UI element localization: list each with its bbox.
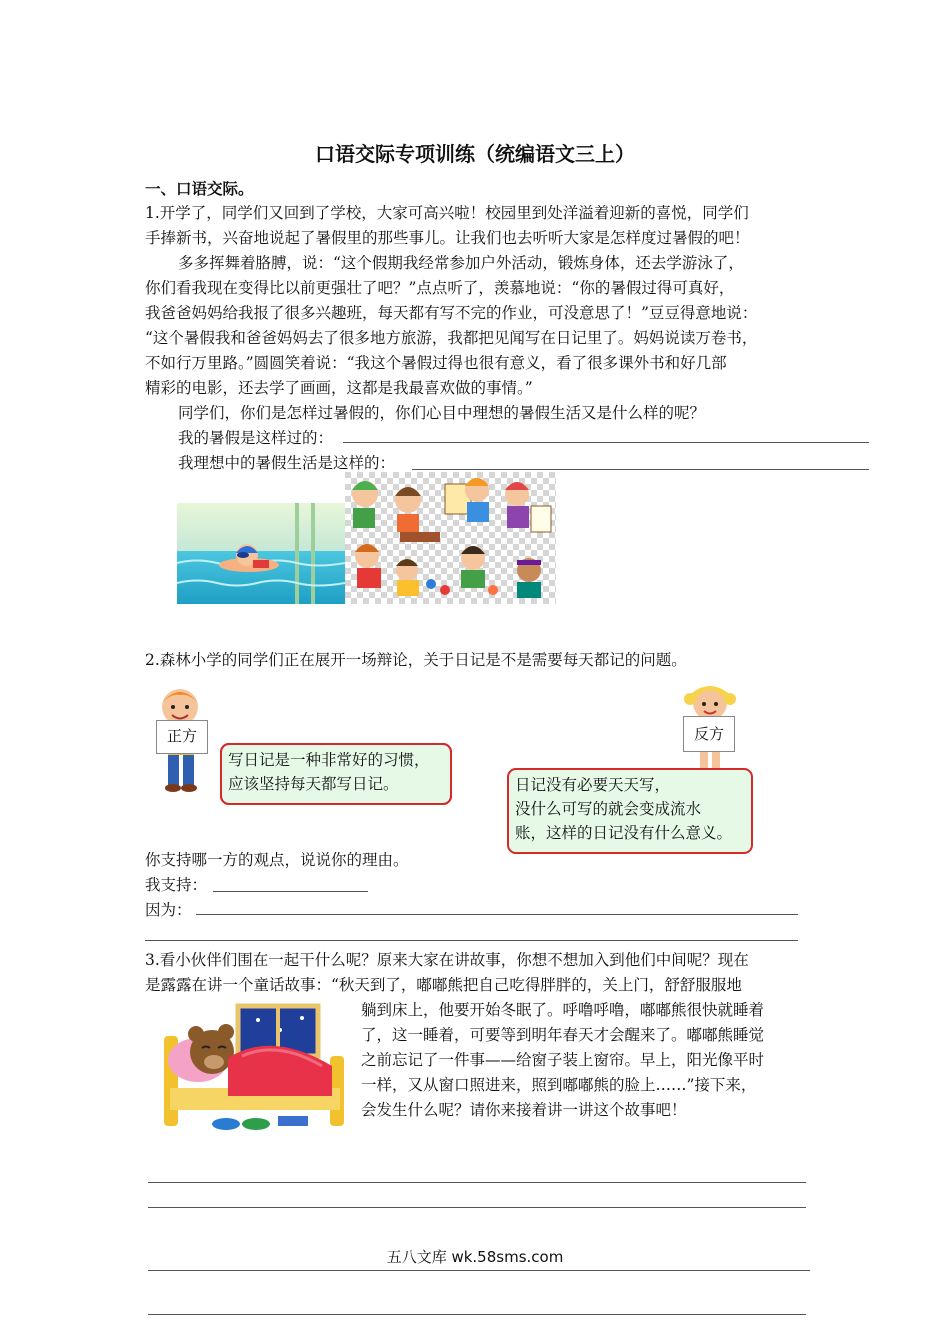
q2-question: 你支持哪一方的观点，说说你的理由。	[145, 851, 409, 869]
q1-line: 多多挥舞着胳膊，说：“这个假期我经常参加户外活动，锻炼身体，还去学游泳了，	[178, 254, 744, 272]
q1-fill-label-2: 我理想中的暑假生活是这样的：	[178, 454, 396, 472]
q1-line: “这个暑假我和爸爸妈妈去了很多地方旅游，我都把见闻写在日记里了。妈妈说读万卷书，	[145, 329, 758, 347]
con-bubble-line: 账，这样的日记没有什么意义。	[515, 824, 733, 842]
q3-line: 一样，又从窗口照进来，照到嘟嘟熊的脸上……”接下来，	[361, 1076, 757, 1094]
story-answer-line[interactable]	[148, 1182, 806, 1183]
support-answer-line[interactable]	[213, 891, 368, 892]
q1-line: 同学们，你们是怎样过暑假的，你们心目中理想的暑假生活又是什么样的呢？	[178, 404, 706, 422]
story-answer-line[interactable]	[148, 1207, 806, 1208]
q2-intro: 2.森林小学的同学们正在展开一场辩论，关于日记是不是需要每天都记的问题。	[145, 651, 687, 669]
q1-line: 我爸爸妈妈给我报了很多兴趣班，每天都有写不完的作业，可没意思了！”豆豆得意地说：	[145, 304, 758, 322]
support-label: 我支持：	[145, 876, 208, 894]
q1-line: 不如行万里路。”圆圆笑着说：“我这个暑假过得也很有意义，看了很多课外书和好几部	[145, 354, 727, 372]
pro-bubble-line: 应该坚持每天都写日记。	[228, 775, 399, 793]
con-bubble-line: 没什么可写的就会变成流水	[515, 800, 702, 818]
pro-bubble-border	[220, 743, 452, 805]
answer-line[interactable]	[343, 442, 869, 443]
sleeping-bear-image	[162, 1000, 348, 1132]
q1-line: 1.开学了，同学们又回到了学校，大家可高兴啦！校园里到处洋溢着迎新的喜悦，同学们	[145, 204, 749, 222]
q3-line: 了，这一睡着，可要等到明年春天才会醒来了。嘟嘟熊睡觉	[361, 1026, 765, 1044]
q1-line: 手捧新书，兴奋地说起了暑假里的那些事儿。让我们也去听听大家是怎样度过暑假的吧！	[145, 229, 750, 247]
reason-answer-line[interactable]	[145, 940, 798, 941]
section-heading: 一、口语交际。	[145, 179, 254, 198]
q3-line: 躺到床上，他要开始冬眠了。呼噜呼噜，嘟嘟熊很快就睡着	[361, 1001, 765, 1019]
kids-activities-image	[345, 472, 556, 604]
story-answer-line[interactable]	[148, 1270, 810, 1271]
con-bubble-line: 日记没有必要天天写，	[515, 776, 671, 794]
con-speech-bubble	[507, 768, 753, 854]
page-title: 口语交际专项训练（统编语文三上）	[315, 142, 635, 166]
pro-bubble-line: 写日记是一种非常好的习惯，	[228, 751, 430, 769]
answer-line[interactable]	[412, 469, 869, 470]
reason-answer-line[interactable]	[196, 914, 798, 915]
q3-line: 会发生什么呢？请你来接着讲一讲这个故事吧！	[361, 1101, 687, 1119]
q1-fill-label-1: 我的暑假是这样过的：	[178, 429, 334, 447]
q1-line: 精彩的电影，还去学了画画，这都是我最喜欢做的事情。”	[145, 379, 533, 397]
q3-line: 之前忘记了一件事——给窗子装上窗帘。早上，阳光像平时	[361, 1051, 765, 1069]
footer-watermark: 五八文库 wk.58sms.com	[386, 1248, 564, 1266]
swimming-image	[177, 503, 345, 604]
pro-sign: 正方	[156, 720, 208, 754]
q3-line: 是露露在讲一个童话故事：“秋天到了，嘟嘟熊把自己吃得胖胖的，关上门，舒舒服服地	[145, 976, 742, 994]
reason-label: 因为：	[145, 901, 192, 919]
q3-line: 3.看小伙伴们围在一起干什么呢？原来大家在讲故事，你想不想加入到他们中间呢？现在	[145, 951, 749, 969]
q1-line: 你们看我现在变得比以前更强壮了吧？”点点听了，羡慕地说：“你的暑假过得可真好，	[145, 279, 735, 297]
story-answer-line[interactable]	[148, 1314, 806, 1315]
con-sign: 反方	[683, 716, 735, 752]
